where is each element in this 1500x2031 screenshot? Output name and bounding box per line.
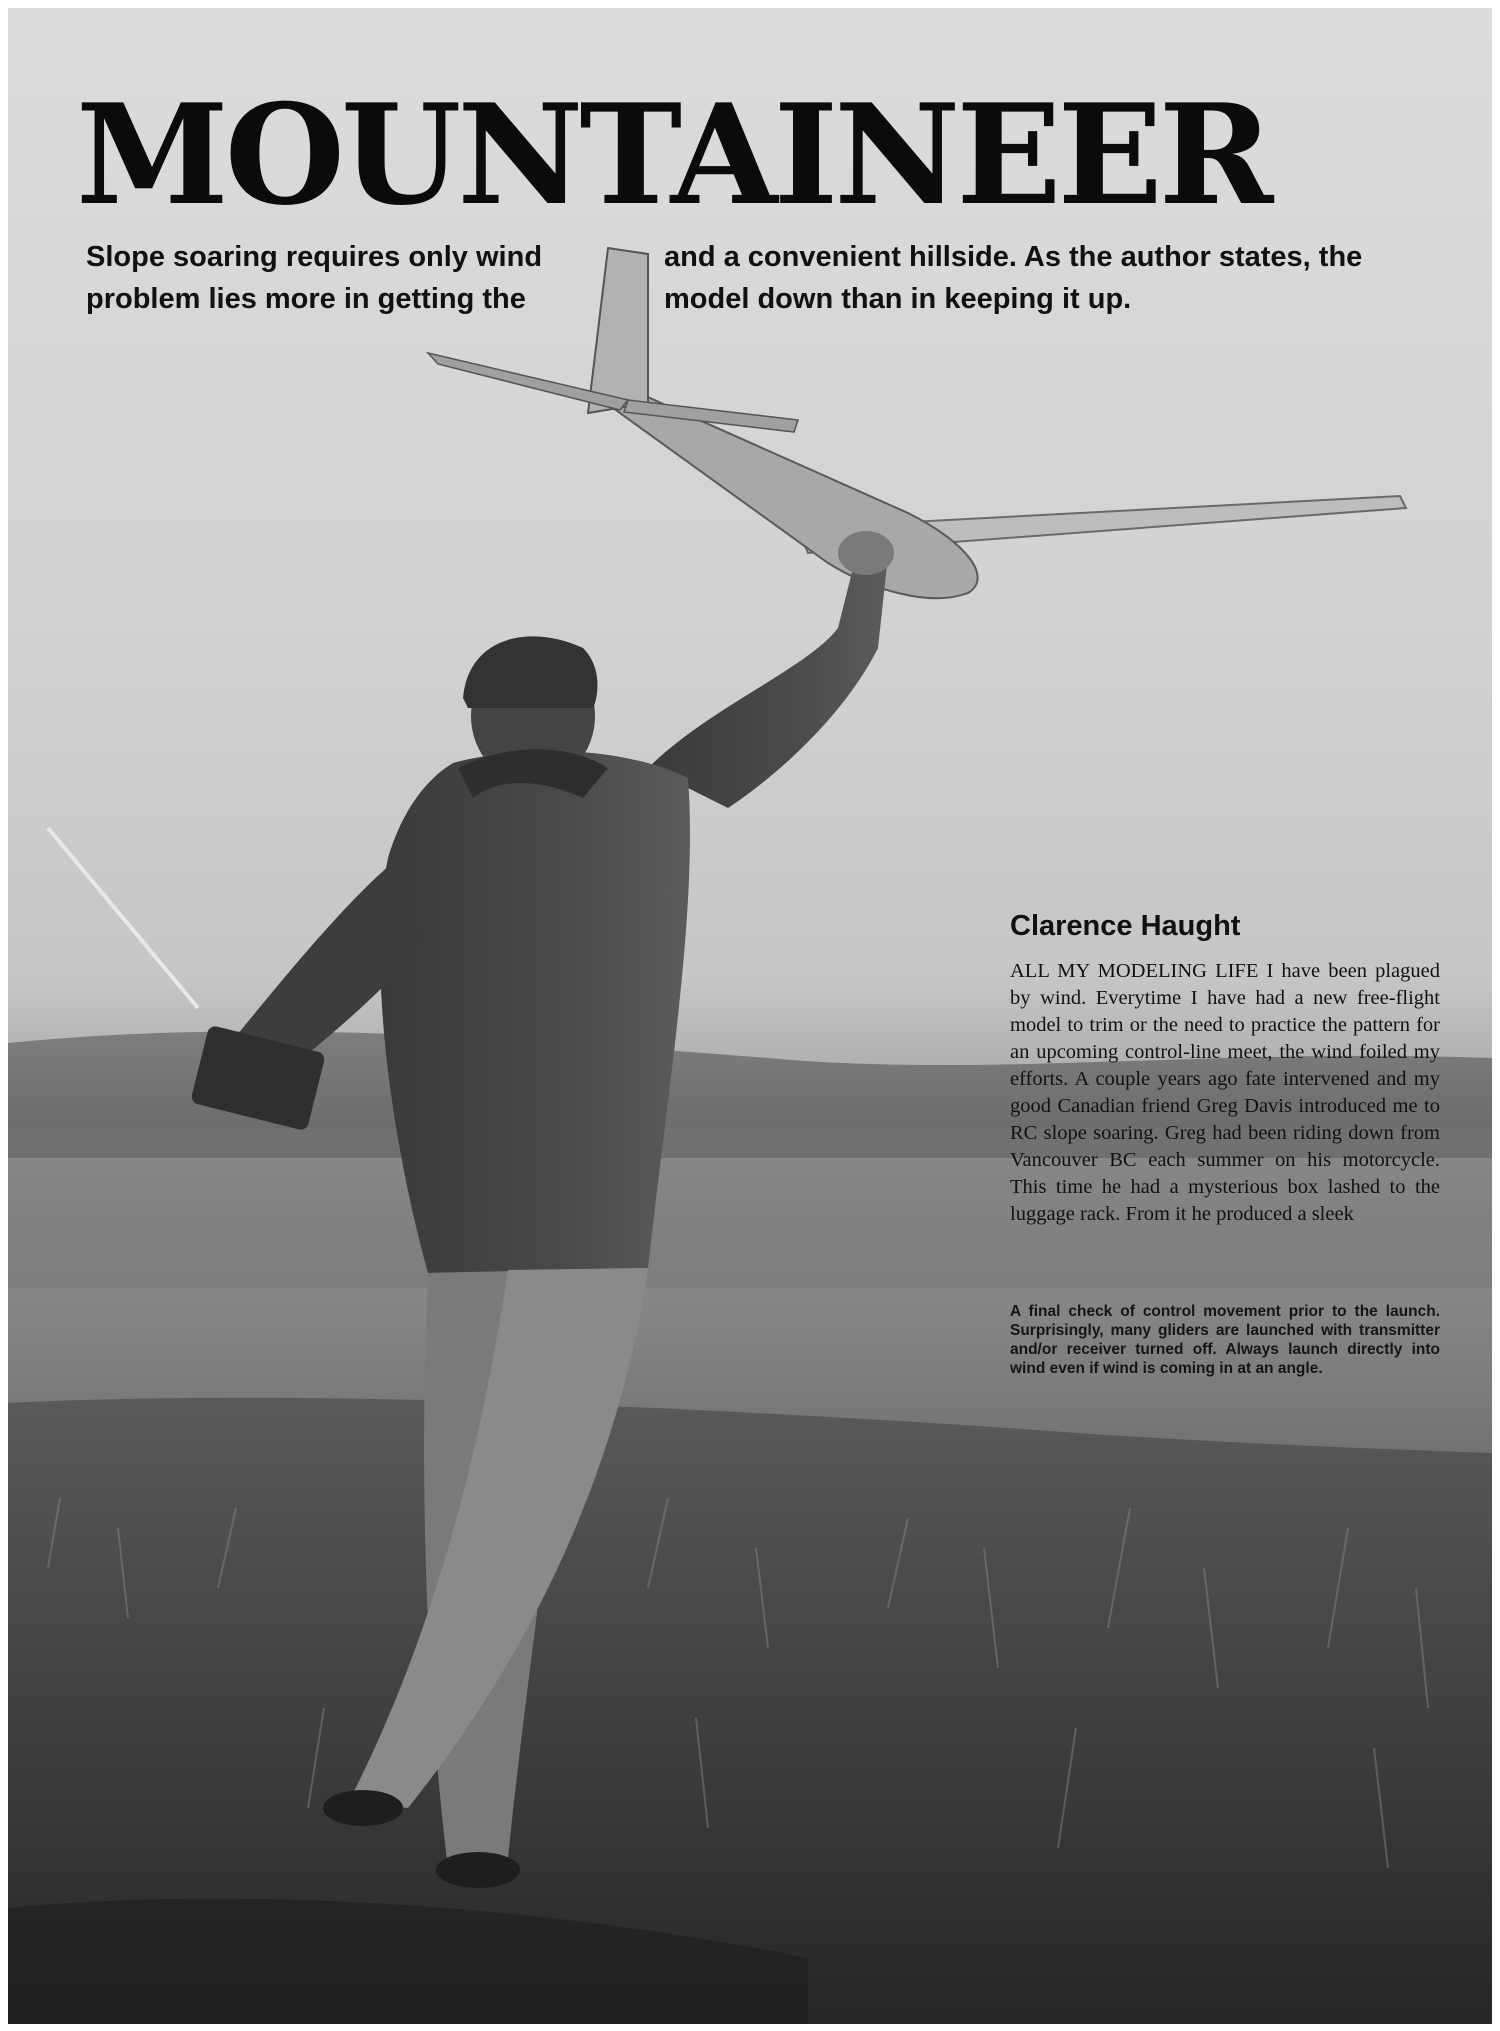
article-title: MOUNTAINEER — [76, 73, 1270, 236]
deck-line: Slope soaring requires only wind — [86, 241, 543, 273]
deck-line: problem lies more in getting the — [86, 283, 526, 315]
article-body: ALL MY MODELING LIFE I have been plagued by wind. Everytime I have had a new free-flight model to trim or the need to practice the pattern for an upcoming control-line meet, the wind foiled my efforts. A couple years ago fate intervened and my good Canadian friend Greg Davis introduced me to RC slope soaring. Greg had been riding down from Vancouver BC each summer on his motorcycle. This time he had a mysterious box lashed to the luggage rack. From it he produced a sleek — [1010, 960, 1440, 1225]
photo-caption: A final check of control movement prior to the launch. Surprisingly, many gliders are launched with transmitter and/or receiver turned off. Always launch directly into wind even if wind is coming in at an angle. — [1010, 1303, 1440, 1377]
transmitter-antenna — [48, 828, 198, 1008]
deck-right-column — [664, 236, 1454, 320]
deck-line: model down than in keeping it up. — [664, 283, 1132, 315]
deck-left-column — [86, 236, 606, 320]
author-byline: Clarence Haught — [1010, 910, 1241, 942]
deck-line: and a convenient hillside. As the author states, the — [664, 241, 1363, 273]
